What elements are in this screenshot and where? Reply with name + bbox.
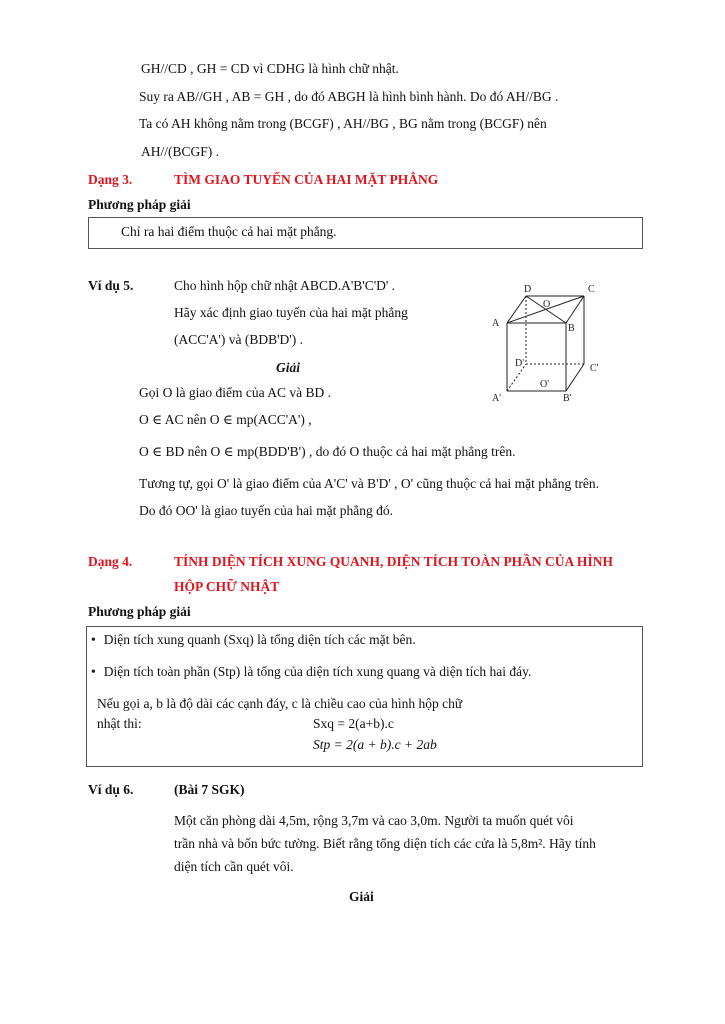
vidu5-problem-3: (ACC'A') và (BDB'D') . [174,332,303,347]
label-b-prime: B' [563,393,572,404]
label-a-prime: A' [492,393,502,404]
vidu6-reference: (Bài 7 SGK) [174,782,245,797]
dang4-note-2: nhật thì: [97,716,142,731]
vidu6-label: Ví dụ 6. [88,782,134,797]
edge-bc [566,296,584,323]
intro-line-1: GH//CD , GH = CD vì CDHG là hình chữ nhật. [141,61,399,76]
vidu5-label: Ví dụ 5. [88,278,134,293]
vidu6-giai: Giải [349,889,374,904]
vidu5-solution-4: Tương tự, gọi O' là giao điểm của A'C' và B'D' , O' cũng thuộc cả hai mặt phẳng trên. [139,476,600,491]
formula-sxq: Sxq = 2(a+b).c [313,716,394,731]
label-a: A [492,318,500,329]
dang3-title: TÌM GIAO TUYẾN CỦA HAI MẶT PHẲNG [174,172,439,187]
box-figure [486,278,606,408]
intro-line-4: AH//(BCGF) . [141,144,220,159]
dang4-title-2: HỘP CHỮ NHẬT [174,579,280,594]
dang4-method: Phương pháp giải [88,604,191,619]
formula-stp: Stp = 2(a + b).c + 2ab [313,737,437,752]
vidu5-problem-2: Hãy xác định giao tuyến của hai mặt phẳng [174,305,408,320]
vidu5-solution-5: Do đó OO' là giao tuyến của hai mặt phẳng đó. [139,503,393,518]
intro-line-3: Ta có AH không nằm trong (BCGF) , AH//BG , BG nằm trong (BCGF) nên [139,116,547,131]
label-d: D [524,284,532,295]
label-b: B [568,323,575,334]
dang3-method-box [88,217,643,249]
label-o-prime: O' [540,379,550,390]
edge-bc-prime [566,364,584,391]
vidu5-problem-1: Cho hình hộp chữ nhật ABCD.A'B'C'D' . [174,278,396,293]
edge-ad [507,296,526,323]
dang4-method-box [86,626,643,767]
vidu5-solution-3: O ∈ BD nên O ∈ mp(BDD'B') , do đó O thuộc cả hai mặt phẳng trên. [139,444,516,459]
dang4-note-1: Nếu gọi a, b là độ dài các cạnh đáy, c là chiều cao của hình hộp chữ [97,696,463,711]
dang4-bullet-1: • Diện tích xung quanh (Sxq) là tổng diện tích các mặt bên. [91,632,416,648]
label-d-prime: D' [515,358,525,369]
vidu6-text-3: diện tích cần quét vôi. [174,859,294,874]
dang3-label: Dạng 3. [88,172,133,187]
vidu5-solution-1: Gọi O là giao điểm của AC và BD . [139,385,331,400]
label-c-prime: C' [590,363,599,374]
vidu5-giai: Giải [276,360,301,375]
dang3-method: Phương pháp giải [88,197,191,212]
dang4-label: Dạng 4. [88,554,133,569]
label-o: O [543,299,551,310]
vidu5-solution-2: O ∈ AC nên O ∈ mp(ACC'A') , [139,412,312,427]
label-c: C [588,284,595,295]
dang3-box-text: Chỉ ra hai điểm thuộc cả hai mặt phẳng. [121,224,337,239]
dang4-title-1: TÍNH DIỆN TÍCH XUNG QUANH, DIỆN TÍCH TOÀN PHẦN CỦA HÌNH [174,554,613,569]
vidu6-text-2: trần nhà và bốn bức tường. Biết rằng tổng diện tích các cửa là 5,8m². Hãy tính [174,836,596,851]
intro-line-2: Suy ra AB//GH , AB = GH , do đó ABGH là hình bình hành. Do đó AH//BG . [139,89,559,104]
vidu6-text-1: Một căn phòng dài 4,5m, rộng 3,7m và cao 3,0m. Người ta muốn quét vôi [174,813,574,828]
dang4-bullet-2: • Diện tích toàn phần (Stp) là tổng của diện tích xung quang và diện tích hai đáy. [91,664,531,680]
